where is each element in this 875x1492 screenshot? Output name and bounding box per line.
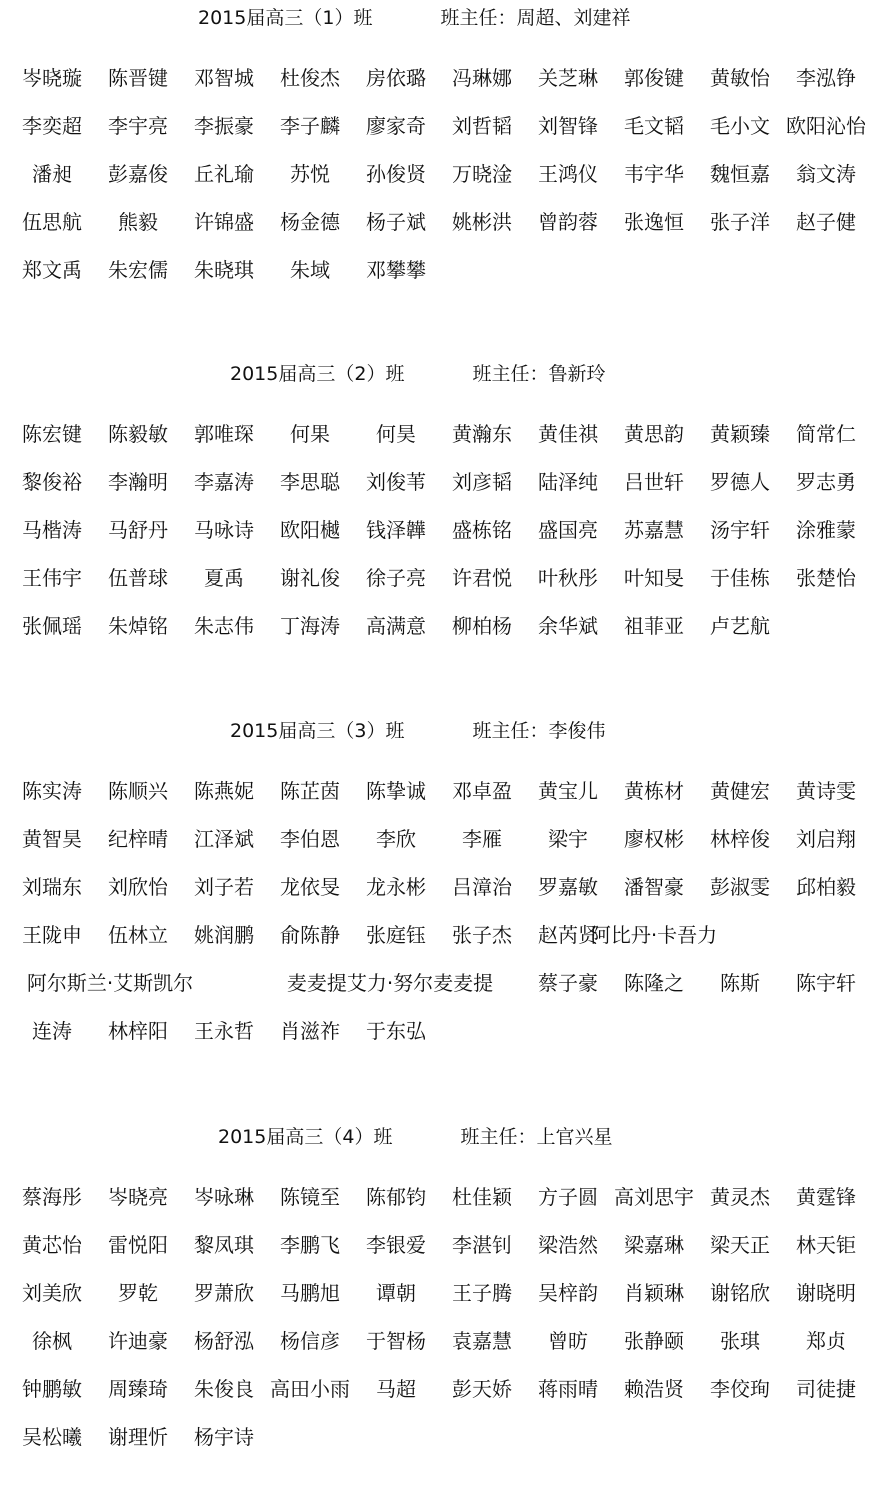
student-name: 黄栋材 [624, 779, 684, 803]
student-name: 盛国亮 [538, 518, 598, 542]
student-name: 黄思韵 [624, 422, 684, 446]
student-name: 罗志勇 [796, 470, 856, 494]
student-name: 黄健宏 [710, 779, 770, 803]
student-name: 赵芮贤 [538, 923, 598, 947]
class-title: 2015届高三（2）班 [230, 363, 405, 385]
student-name: 司徒捷 [796, 1377, 856, 1401]
student-name: 廖家奇 [366, 114, 426, 138]
student-name: 丁海涛 [280, 614, 340, 638]
student-name: 刘彦韬 [452, 470, 512, 494]
student-name: 李佼珣 [710, 1377, 770, 1401]
student-name: 林天钜 [796, 1233, 856, 1257]
student-name: 马鹏旭 [280, 1281, 340, 1305]
student-name: 张佩瑶 [22, 614, 82, 638]
student-name: 刘瑞东 [22, 875, 82, 899]
student-name: 郭俊键 [624, 66, 684, 90]
student-name: 张琪 [720, 1329, 760, 1353]
class-header [230, 358, 605, 390]
name-row [0, 1321, 875, 1361]
student-name: 邓卓盈 [452, 779, 512, 803]
name-row [0, 414, 875, 454]
student-name: 欧阳沁怡 [786, 114, 866, 138]
student-name: 郑贞 [806, 1329, 846, 1353]
name-row [0, 558, 875, 598]
student-name: 黄宝儿 [538, 779, 598, 803]
student-name: 梁浩然 [538, 1233, 598, 1257]
name-row [0, 1369, 875, 1409]
student-name: 王永哲 [194, 1019, 254, 1043]
student-name: 张静颐 [624, 1329, 684, 1353]
student-name: 邱柏毅 [796, 875, 856, 899]
student-name: 蔡子豪 [538, 971, 598, 995]
student-name: 吴梓韵 [538, 1281, 598, 1305]
name-row [0, 867, 875, 907]
student-name: 叶知旻 [624, 566, 684, 590]
student-name: 苏悦 [290, 162, 330, 186]
student-name: 朱俊良 [194, 1377, 254, 1401]
student-name: 毛文韬 [624, 114, 684, 138]
student-name: 李思聪 [280, 470, 340, 494]
student-name: 李伯恩 [280, 827, 340, 851]
student-name: 梁天正 [710, 1233, 770, 1257]
student-name: 曾昉 [548, 1329, 588, 1353]
student-name: 吕漳治 [452, 875, 512, 899]
student-name: 汤宇轩 [710, 518, 770, 542]
student-name: 毛小文 [710, 114, 770, 138]
student-name: 麦麦提艾力·努尔麦麦提 [286, 971, 494, 995]
student-name: 彭淑雯 [710, 875, 770, 899]
student-name: 潘智豪 [624, 875, 684, 899]
student-name: 邓智城 [194, 66, 254, 90]
student-name: 钟鹏敏 [22, 1377, 82, 1401]
student-name: 卢艺航 [710, 614, 770, 638]
student-name: 张庭钰 [366, 923, 426, 947]
student-name: 马舒丹 [108, 518, 168, 542]
student-name: 房依璐 [366, 66, 426, 90]
student-name: 蒋雨晴 [538, 1377, 598, 1401]
name-row [0, 1011, 875, 1051]
student-name: 岑晓亮 [108, 1185, 168, 1209]
student-name: 马楷涛 [22, 518, 82, 542]
student-name: 伍林立 [108, 923, 168, 947]
student-name: 朱晓琪 [194, 258, 254, 282]
student-name: 黄霆锋 [796, 1185, 856, 1209]
name-row [0, 58, 875, 98]
student-name: 邓攀攀 [366, 258, 426, 282]
student-name: 朱志伟 [194, 614, 254, 638]
student-name: 姚润鹏 [194, 923, 254, 947]
student-name: 杨金德 [280, 210, 340, 234]
student-name: 雷悦阳 [108, 1233, 168, 1257]
student-name: 谢理忻 [108, 1425, 168, 1449]
name-row [0, 510, 875, 550]
student-name: 梁嘉琳 [624, 1233, 684, 1257]
student-name: 许迪豪 [108, 1329, 168, 1353]
student-name: 陈隆之 [624, 971, 684, 995]
class-header [218, 1121, 612, 1153]
student-name: 李瀚明 [108, 470, 168, 494]
student-name: 黄佳祺 [538, 422, 598, 446]
student-name: 何昊 [376, 422, 416, 446]
student-name: 廖权彬 [624, 827, 684, 851]
student-name: 夏禹 [204, 566, 244, 590]
student-name: 叶秋彤 [538, 566, 598, 590]
student-name: 陈毅敏 [108, 422, 168, 446]
student-name: 杨宇诗 [194, 1425, 254, 1449]
student-name: 连涛 [32, 1019, 72, 1043]
student-name: 蔡海彤 [22, 1185, 82, 1209]
student-name: 林梓阳 [108, 1019, 168, 1043]
student-name: 李奕超 [22, 114, 82, 138]
student-name: 杨舒泓 [194, 1329, 254, 1353]
student-name: 陈晋键 [108, 66, 168, 90]
student-name: 杨信彦 [280, 1329, 340, 1353]
student-name: 高满意 [366, 614, 426, 638]
name-row [0, 819, 875, 859]
student-name: 张逸恒 [624, 210, 684, 234]
student-name: 许君悦 [452, 566, 512, 590]
student-name: 谢铭欣 [710, 1281, 770, 1305]
student-name: 谭朝 [376, 1281, 416, 1305]
student-name: 黄敏怡 [710, 66, 770, 90]
student-name: 余华斌 [538, 614, 598, 638]
student-name: 梁宇 [548, 827, 588, 851]
student-name: 李雁 [462, 827, 502, 851]
student-name: 韦宇华 [624, 162, 684, 186]
student-name: 朱域 [290, 258, 330, 282]
student-name: 刘欣怡 [108, 875, 168, 899]
student-name: 王鸿仪 [538, 162, 598, 186]
student-name: 岑咏琳 [194, 1185, 254, 1209]
student-name: 熊毅 [118, 210, 158, 234]
student-name: 赖浩贤 [624, 1377, 684, 1401]
student-name: 王伟宇 [22, 566, 82, 590]
name-row [0, 606, 875, 646]
student-name: 于东弘 [366, 1019, 426, 1043]
student-name: 郭唯琛 [194, 422, 254, 446]
student-name: 岑晓璇 [22, 66, 82, 90]
student-name: 刘美欣 [22, 1281, 82, 1305]
student-name: 陈宏键 [22, 422, 82, 446]
student-name: 孙俊贤 [366, 162, 426, 186]
student-name: 李欣 [376, 827, 416, 851]
student-name: 李振豪 [194, 114, 254, 138]
class-title: 2015届高三（1）班 [198, 7, 373, 29]
student-name: 祖菲亚 [624, 614, 684, 638]
student-name: 徐枫 [32, 1329, 72, 1353]
student-name: 吕世轩 [624, 470, 684, 494]
student-name: 钱泽韡 [366, 518, 426, 542]
student-name: 欧阳樾 [280, 518, 340, 542]
student-name: 刘俊苇 [366, 470, 426, 494]
student-name: 陈宇轩 [796, 971, 856, 995]
student-name: 曾韵蓉 [538, 210, 598, 234]
student-name: 罗德人 [710, 470, 770, 494]
student-name: 李子麟 [280, 114, 340, 138]
student-name: 陈郁钧 [366, 1185, 426, 1209]
student-name: 涂雅蒙 [796, 518, 856, 542]
name-row [0, 1273, 875, 1313]
student-name: 李宇亮 [108, 114, 168, 138]
name-row [0, 106, 875, 146]
student-name: 杨子斌 [366, 210, 426, 234]
student-name: 王子腾 [452, 1281, 512, 1305]
student-name: 陈顺兴 [108, 779, 168, 803]
student-name: 方子圆 [538, 1185, 598, 1209]
student-name: 万晓淦 [452, 162, 512, 186]
student-name: 朱焯铭 [108, 614, 168, 638]
student-name: 肖颖琳 [624, 1281, 684, 1305]
student-name: 谢礼俊 [280, 566, 340, 590]
class-title: 2015届高三（4）班 [218, 1126, 393, 1148]
student-name: 黄诗雯 [796, 779, 856, 803]
student-name: 李银爱 [366, 1233, 426, 1257]
student-name: 杜俊杰 [280, 66, 340, 90]
student-name: 苏嘉慧 [624, 518, 684, 542]
student-name: 罗嘉敏 [538, 875, 598, 899]
class-header [198, 2, 630, 34]
student-name: 刘智锋 [538, 114, 598, 138]
student-name: 黄瀚东 [452, 422, 512, 446]
student-name: 郑文禹 [22, 258, 82, 282]
student-name: 肖滋祚 [280, 1019, 340, 1043]
student-name: 张子杰 [452, 923, 512, 947]
student-name: 谢晓明 [796, 1281, 856, 1305]
name-row [0, 250, 875, 290]
name-row [0, 462, 875, 502]
student-name: 冯琳娜 [452, 66, 512, 90]
student-name: 陈镜至 [280, 1185, 340, 1209]
student-name: 翁文涛 [796, 162, 856, 186]
student-name: 黎凤琪 [194, 1233, 254, 1257]
student-name: 潘昶 [32, 162, 72, 186]
student-name: 于佳栋 [710, 566, 770, 590]
student-name: 彭天娇 [452, 1377, 512, 1401]
student-name: 黄颖臻 [710, 422, 770, 446]
student-name: 关芝琳 [538, 66, 598, 90]
student-name: 罗萧欣 [194, 1281, 254, 1305]
head-teacher: 班主任：上官兴星 [460, 1126, 613, 1148]
name-row [0, 771, 875, 811]
student-name: 周臻琦 [108, 1377, 168, 1401]
student-name: 陆泽纯 [538, 470, 598, 494]
name-row [0, 202, 875, 242]
student-name: 简常仁 [796, 422, 856, 446]
student-name: 姚彬洪 [452, 210, 512, 234]
student-name: 李嘉涛 [194, 470, 254, 494]
student-name: 陈挚诚 [366, 779, 426, 803]
name-row [0, 154, 875, 194]
student-name: 彭嘉俊 [108, 162, 168, 186]
student-name: 龙永彬 [366, 875, 426, 899]
student-name: 李泓铮 [796, 66, 856, 90]
student-name: 黄灵杰 [710, 1185, 770, 1209]
student-name: 赵子健 [796, 210, 856, 234]
class-header [230, 715, 605, 747]
student-name: 黄智昊 [22, 827, 82, 851]
head-teacher: 班主任：李俊伟 [472, 720, 606, 742]
name-row [0, 1177, 875, 1217]
student-name: 李鹏飞 [280, 1233, 340, 1257]
class-title: 2015届高三（3）班 [230, 720, 405, 742]
student-name: 罗乾 [118, 1281, 158, 1305]
student-name: 陈芷茵 [280, 779, 340, 803]
student-name: 吴松曦 [22, 1425, 82, 1449]
name-row [0, 915, 875, 955]
student-name: 朱宏儒 [108, 258, 168, 282]
student-name: 江泽斌 [194, 827, 254, 851]
student-name: 黎俊裕 [22, 470, 82, 494]
student-name: 杜佳颖 [452, 1185, 512, 1209]
student-name: 马咏诗 [194, 518, 254, 542]
student-name: 高刘思宇 [614, 1185, 694, 1209]
student-name: 刘子若 [194, 875, 254, 899]
student-name: 俞陈静 [280, 923, 340, 947]
student-name: 盛栋铭 [452, 518, 512, 542]
student-name: 刘启翔 [796, 827, 856, 851]
student-name: 袁嘉慧 [452, 1329, 512, 1353]
student-name: 柳柏杨 [452, 614, 512, 638]
student-name: 纪梓晴 [108, 827, 168, 851]
student-name: 林梓俊 [710, 827, 770, 851]
student-name: 许锦盛 [194, 210, 254, 234]
student-name: 马超 [376, 1377, 416, 1401]
student-name: 龙依旻 [280, 875, 340, 899]
student-name: 丘礼瑜 [194, 162, 254, 186]
student-name: 阿尔斯兰·艾斯凯尔 [26, 971, 194, 995]
student-name: 陈实涛 [22, 779, 82, 803]
student-name: 李湛钊 [452, 1233, 512, 1257]
student-name: 伍普球 [108, 566, 168, 590]
student-name: 张楚怡 [796, 566, 856, 590]
student-name: 高田小雨 [270, 1377, 350, 1401]
student-name: 陈燕妮 [194, 779, 254, 803]
student-name: 黄芯怡 [22, 1233, 82, 1257]
student-name: 阿比丹·卡吾力 [590, 923, 718, 947]
name-row [0, 1225, 875, 1265]
student-name: 陈斯 [720, 971, 760, 995]
name-row [0, 1417, 875, 1457]
head-teacher: 班主任：鲁新玲 [472, 363, 606, 385]
student-name: 于智杨 [366, 1329, 426, 1353]
student-name: 刘哲韬 [452, 114, 512, 138]
student-name: 伍思航 [22, 210, 82, 234]
student-name: 王陇申 [22, 923, 82, 947]
name-row [0, 963, 875, 1003]
head-teacher: 班主任：周超、刘建祥 [440, 7, 631, 29]
student-name: 徐子亮 [366, 566, 426, 590]
student-name: 何果 [290, 422, 330, 446]
student-name: 魏恒嘉 [710, 162, 770, 186]
student-name: 张子洋 [710, 210, 770, 234]
